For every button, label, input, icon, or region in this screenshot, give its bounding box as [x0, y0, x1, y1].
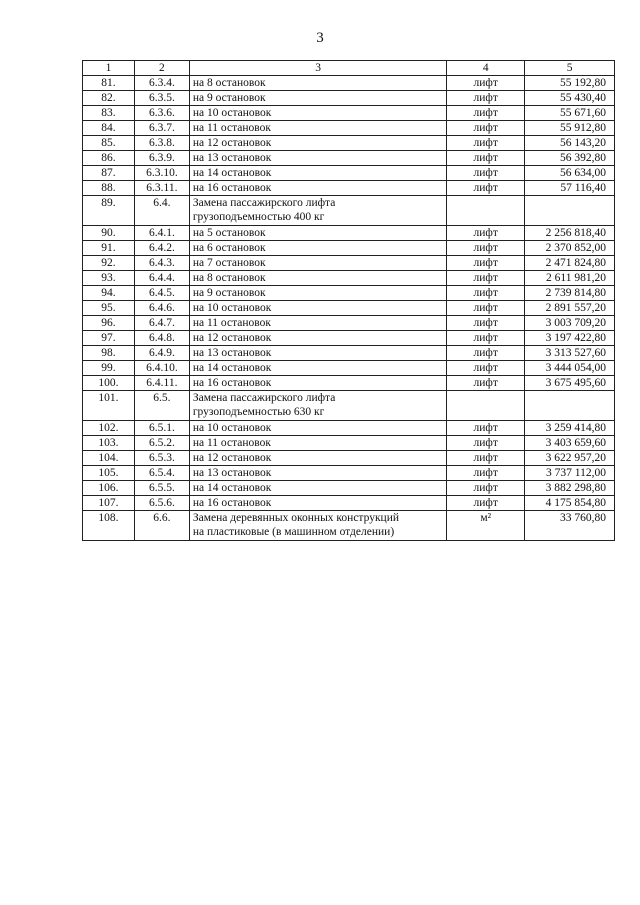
- unit-cell: лифт: [447, 286, 525, 301]
- name-line: на 12 остановок: [192, 332, 272, 344]
- name-cell: [189, 136, 446, 151]
- price-cell: 33 760,80: [525, 511, 615, 541]
- name-line: на 14 остановок: [192, 167, 272, 179]
- name-cell: [189, 166, 446, 181]
- table-row: [83, 136, 615, 151]
- code-cell: 6.3.7.: [134, 121, 189, 136]
- page-number: 3: [316, 30, 324, 46]
- name-line: на 11 остановок: [192, 437, 271, 449]
- unit-cell: лифт: [447, 421, 525, 436]
- price-cell: 3 675 495,60: [525, 376, 615, 391]
- name-line: на 13 остановок: [192, 152, 272, 164]
- name-cell: [189, 196, 446, 226]
- name-cell: [189, 451, 446, 466]
- unit-cell: лифт: [447, 436, 525, 451]
- table-row: [83, 286, 615, 301]
- unit-cell: лифт: [447, 226, 525, 241]
- code-cell: 6.4.2.: [134, 241, 189, 256]
- column-header: 5: [525, 61, 615, 76]
- name-cell: [189, 361, 446, 376]
- code-cell: 6.5.1.: [134, 421, 189, 436]
- unit-cell: лифт: [447, 271, 525, 286]
- name-cell: [189, 286, 446, 301]
- unit-cell: лифт: [447, 136, 525, 151]
- name-line: на 7 остановок: [192, 257, 266, 269]
- unit-cell: [447, 196, 525, 226]
- price-cell: 2 471 824,80: [525, 256, 615, 271]
- unit-cell: лифт: [447, 301, 525, 316]
- table-row: [83, 241, 615, 256]
- table-row: [83, 361, 615, 376]
- table-row: [83, 421, 615, 436]
- name-cell: [189, 436, 446, 451]
- row-number-cell: 84.: [83, 121, 135, 136]
- row-number-cell: 94.: [83, 286, 135, 301]
- name-line: на 8 остановок: [192, 272, 266, 284]
- price-cell: 56 392,80: [525, 151, 615, 166]
- row-number-cell: 89.: [83, 196, 135, 226]
- name-line: на 12 остановок: [192, 452, 272, 464]
- row-number-cell: 93.: [83, 271, 135, 286]
- price-cell: 57 116,40: [525, 181, 615, 196]
- table-row: [83, 451, 615, 466]
- name-cell: [189, 256, 446, 271]
- name-line: на 11 остановок: [192, 122, 271, 134]
- table-row: [83, 181, 615, 196]
- code-cell: 6.4.7.: [134, 316, 189, 331]
- code-cell: 6.4.: [134, 196, 189, 226]
- row-number-cell: 85.: [83, 136, 135, 151]
- price-cell: 3 737 112,00: [525, 466, 615, 481]
- name-line: Замена пассажирского лифта: [192, 392, 336, 404]
- name-cell: [189, 346, 446, 361]
- code-cell: 6.5.3.: [134, 451, 189, 466]
- price-cell: 3 003 709,20: [525, 316, 615, 331]
- name-cell: [189, 421, 446, 436]
- price-cell: 3 403 659,60: [525, 436, 615, 451]
- price-table: [82, 60, 615, 541]
- row-number-cell: 107.: [83, 496, 135, 511]
- row-number-cell: 104.: [83, 451, 135, 466]
- table-row: [83, 91, 615, 106]
- unit-cell: лифт: [447, 331, 525, 346]
- code-cell: 6.5.4.: [134, 466, 189, 481]
- name-cell: [189, 271, 446, 286]
- row-number-cell: 105.: [83, 466, 135, 481]
- row-number-cell: 86.: [83, 151, 135, 166]
- name-line: на 9 остановок: [192, 287, 266, 299]
- code-cell: 6.6.: [134, 511, 189, 541]
- price-cell: 56 143,20: [525, 136, 615, 151]
- unit-cell: лифт: [447, 496, 525, 511]
- column-header: 3: [189, 61, 446, 76]
- row-number-cell: 81.: [83, 76, 135, 91]
- name-cell: [189, 331, 446, 346]
- code-cell: 6.4.10.: [134, 361, 189, 376]
- unit-cell: лифт: [447, 361, 525, 376]
- table-row: [83, 481, 615, 496]
- table-row: [83, 226, 615, 241]
- row-number-cell: 88.: [83, 181, 135, 196]
- code-cell: 6.4.8.: [134, 331, 189, 346]
- code-cell: 6.5.5.: [134, 481, 189, 496]
- unit-cell: лифт: [447, 451, 525, 466]
- name-cell: [189, 316, 446, 331]
- price-cell: 55 430,40: [525, 91, 615, 106]
- code-cell: 6.4.1.: [134, 226, 189, 241]
- name-line: Замена пассажирского лифта: [192, 197, 336, 209]
- code-cell: 6.4.11.: [134, 376, 189, 391]
- name-line: на 11 остановок: [192, 317, 271, 329]
- row-number-cell: 96.: [83, 316, 135, 331]
- unit-cell: лифт: [447, 91, 525, 106]
- name-line: на 13 остановок: [192, 347, 272, 359]
- row-number-cell: 82.: [83, 91, 135, 106]
- table-row: [83, 106, 615, 121]
- table-row: [83, 496, 615, 511]
- unit-cell: лифт: [447, 466, 525, 481]
- name-line: на 16 остановок: [192, 182, 272, 194]
- price-cell: [525, 196, 615, 226]
- row-number-cell: 90.: [83, 226, 135, 241]
- price-cell: 4 175 854,80: [525, 496, 615, 511]
- table-row: [83, 271, 615, 286]
- name-line: на 14 остановок: [192, 362, 272, 374]
- column-header: 1: [83, 61, 135, 76]
- name-cell: [189, 496, 446, 511]
- name-cell: [189, 376, 446, 391]
- unit-cell: м²: [447, 511, 525, 541]
- code-cell: 6.3.4.: [134, 76, 189, 91]
- unit-cell: [447, 391, 525, 421]
- table-row: [83, 76, 615, 91]
- unit-cell: лифт: [447, 181, 525, 196]
- name-line: на пластиковые (в машинном отделении): [192, 526, 395, 538]
- row-number-cell: 83.: [83, 106, 135, 121]
- name-cell: [189, 466, 446, 481]
- table-row: [83, 166, 615, 181]
- table-row: [83, 331, 615, 346]
- name-cell: [189, 301, 446, 316]
- price-cell: 3 444 054,00: [525, 361, 615, 376]
- price-cell: 3 313 527,60: [525, 346, 615, 361]
- code-cell: 6.4.4.: [134, 271, 189, 286]
- name-cell: [189, 76, 446, 91]
- code-cell: 6.5.: [134, 391, 189, 421]
- unit-cell: лифт: [447, 151, 525, 166]
- table-row: [83, 196, 615, 226]
- table-row: [83, 346, 615, 361]
- name-line: на 16 остановок: [192, 497, 272, 509]
- row-number-cell: 102.: [83, 421, 135, 436]
- name-cell: [189, 226, 446, 241]
- unit-cell: лифт: [447, 166, 525, 181]
- name-cell: [189, 91, 446, 106]
- table-row: [83, 256, 615, 271]
- code-cell: 6.3.9.: [134, 151, 189, 166]
- code-cell: 6.3.6.: [134, 106, 189, 121]
- row-number-cell: 106.: [83, 481, 135, 496]
- table-row: [83, 121, 615, 136]
- name-line: на 12 остановок: [192, 137, 272, 149]
- price-cell: 3 882 298,80: [525, 481, 615, 496]
- table-row: [83, 436, 615, 451]
- row-number-cell: 99.: [83, 361, 135, 376]
- name-cell: [189, 511, 446, 541]
- row-number-cell: 91.: [83, 241, 135, 256]
- price-cell: 2 891 557,20: [525, 301, 615, 316]
- name-line: на 13 остановок: [192, 467, 272, 479]
- price-cell: 2 611 981,20: [525, 271, 615, 286]
- row-number-cell: 98.: [83, 346, 135, 361]
- name-cell: [189, 181, 446, 196]
- code-cell: 6.5.2.: [134, 436, 189, 451]
- name-line: Замена деревянных оконных конструкций: [192, 512, 400, 524]
- row-number-cell: 87.: [83, 166, 135, 181]
- unit-cell: лифт: [447, 106, 525, 121]
- row-number-cell: 92.: [83, 256, 135, 271]
- unit-cell: лифт: [447, 346, 525, 361]
- price-cell: 55 671,60: [525, 106, 615, 121]
- price-cell: 2 256 818,40: [525, 226, 615, 241]
- table-row: [83, 511, 615, 541]
- unit-cell: лифт: [447, 316, 525, 331]
- name-line: на 16 остановок: [192, 377, 272, 389]
- code-cell: 6.3.5.: [134, 91, 189, 106]
- code-cell: 6.4.9.: [134, 346, 189, 361]
- code-cell: 6.4.3.: [134, 256, 189, 271]
- code-cell: 6.3.8.: [134, 136, 189, 151]
- price-cell: 56 634,00: [525, 166, 615, 181]
- name-cell: [189, 391, 446, 421]
- name-line: грузоподъемностью 400 кг: [192, 211, 325, 223]
- code-cell: 6.4.5.: [134, 286, 189, 301]
- column-header: 4: [447, 61, 525, 76]
- table-row: [83, 151, 615, 166]
- price-cell: 3 259 414,80: [525, 421, 615, 436]
- table-row: [83, 376, 615, 391]
- price-cell: [525, 391, 615, 421]
- name-line: на 8 остановок: [192, 77, 266, 89]
- unit-cell: лифт: [447, 481, 525, 496]
- unit-cell: лифт: [447, 376, 525, 391]
- price-cell: 55 912,80: [525, 121, 615, 136]
- table-row: [83, 391, 615, 421]
- name-line: на 5 остановок: [192, 227, 266, 239]
- row-number-cell: 103.: [83, 436, 135, 451]
- price-cell: 2 739 814,80: [525, 286, 615, 301]
- name-line: грузоподъемностью 630 кг: [192, 406, 325, 418]
- name-line: на 14 остановок: [192, 482, 272, 494]
- column-header: 2: [134, 61, 189, 76]
- code-cell: 6.3.10.: [134, 166, 189, 181]
- name-line: на 9 остановок: [192, 92, 266, 104]
- row-number-cell: 101.: [83, 391, 135, 421]
- name-line: на 10 остановок: [192, 107, 272, 119]
- unit-cell: лифт: [447, 256, 525, 271]
- table-row: [83, 466, 615, 481]
- code-cell: 6.5.6.: [134, 496, 189, 511]
- name-line: на 10 остановок: [192, 422, 272, 434]
- unit-cell: лифт: [447, 121, 525, 136]
- name-cell: [189, 106, 446, 121]
- code-cell: 6.3.11.: [134, 181, 189, 196]
- table-header-row: [83, 61, 615, 76]
- unit-cell: лифт: [447, 241, 525, 256]
- price-cell: 3 622 957,20: [525, 451, 615, 466]
- price-cell: 3 197 422,80: [525, 331, 615, 346]
- name-cell: [189, 151, 446, 166]
- table-row: [83, 301, 615, 316]
- row-number-cell: 108.: [83, 511, 135, 541]
- name-cell: [189, 241, 446, 256]
- price-cell: 2 370 852,00: [525, 241, 615, 256]
- unit-cell: лифт: [447, 76, 525, 91]
- row-number-cell: 97.: [83, 331, 135, 346]
- name-line: на 10 остановок: [192, 302, 272, 314]
- price-cell: 55 192,80: [525, 76, 615, 91]
- row-number-cell: 95.: [83, 301, 135, 316]
- name-cell: [189, 481, 446, 496]
- name-cell: [189, 121, 446, 136]
- table-row: [83, 316, 615, 331]
- row-number-cell: 100.: [83, 376, 135, 391]
- name-line: на 6 остановок: [192, 242, 266, 254]
- code-cell: 6.4.6.: [134, 301, 189, 316]
